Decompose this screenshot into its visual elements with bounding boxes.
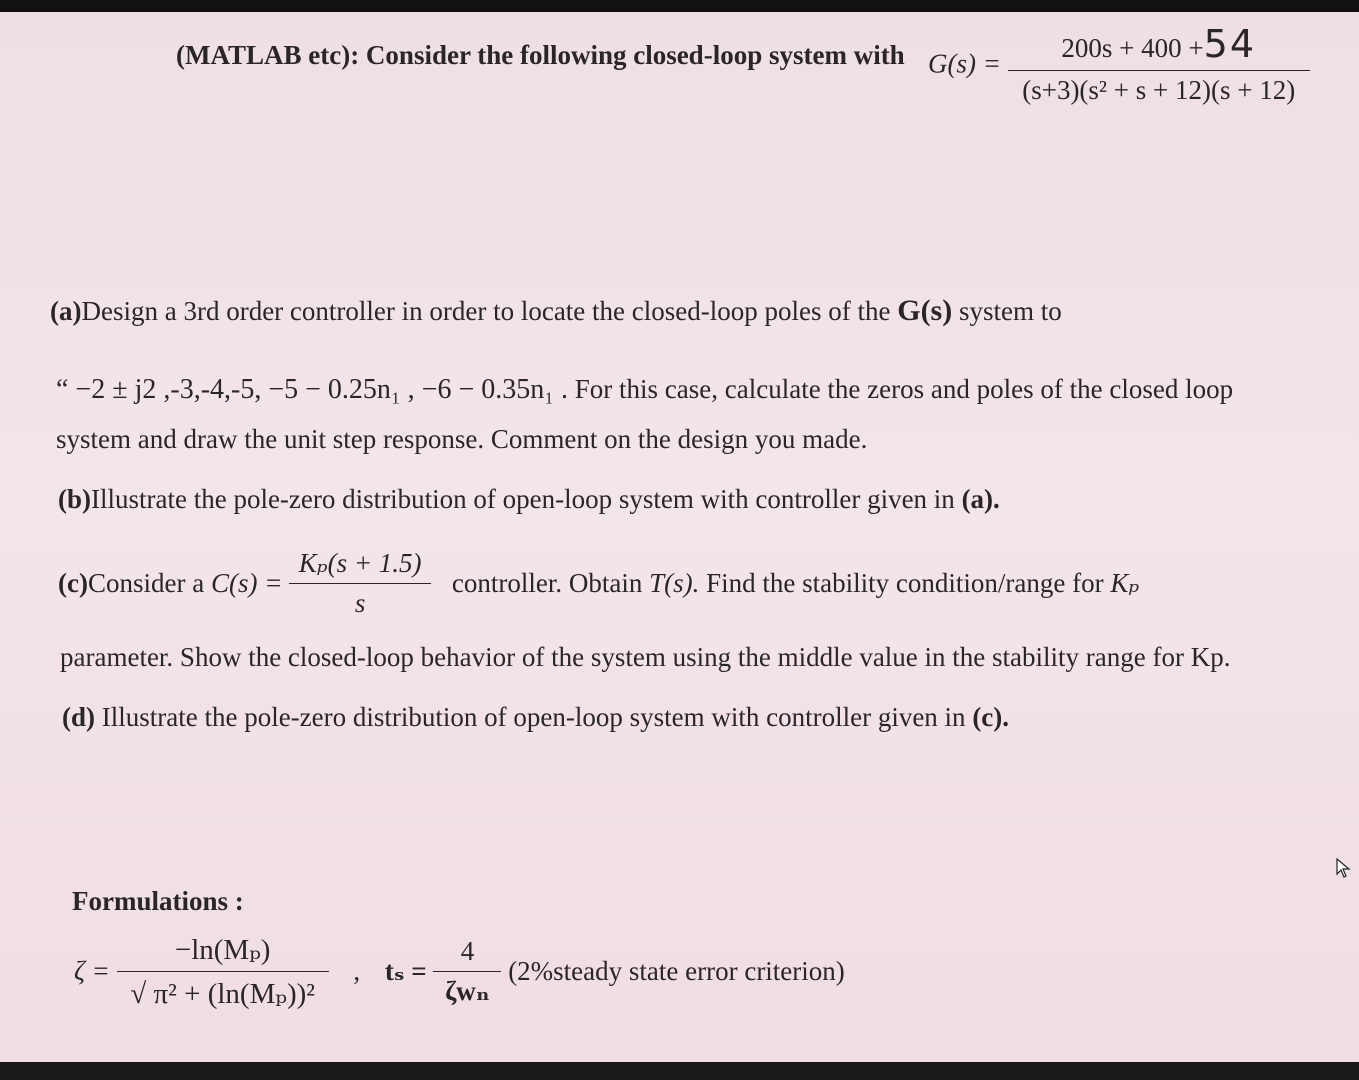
g-num-handwritten: 54 [1203,22,1256,66]
part-b-text: Illustrate the pole-zero distribution of open-loop system with controller given in [91,484,955,514]
intro-text: (MATLAB etc): Consider the following closed-loop system with [176,40,905,70]
bottom-bezel [0,1062,1359,1080]
part-c-text-2: controller. Obtain [451,568,643,598]
ts-numerator: 4 [460,936,475,966]
intro-line [176,40,905,71]
part-b-line [58,484,1000,515]
ts-fraction [433,936,501,1007]
zeta-denominator: √ π² + (ln(Mₚ))² [117,971,329,1011]
g-transfer-function [928,22,1310,106]
g-fraction [1008,22,1310,106]
zeta-lhs: ζ = [74,956,110,986]
part-c-ts: T(s). [649,568,700,598]
zeta-numerator: −ln(Mₚ) [174,934,271,966]
part-d-ref: (c). [972,702,1010,732]
part-d-text: Illustrate the pole-zero distribution of open-loop system with controller given in [101,702,966,732]
part-d-line [62,702,1009,733]
part-a-text-1: Design a 3rd order controller in order to locate the closed-loop poles of the [81,296,891,326]
c-lhs: C(s) = [210,568,283,598]
formulations-equations [74,932,845,1011]
c-denominator: s [289,583,431,619]
g-lhs: G(s) = [928,48,1001,79]
part-c-kp: Kₚ [1110,568,1140,598]
formulations-title: Formulations : [72,886,244,916]
g-numerator [1055,22,1262,70]
g-num-typed: 200s + 400 + [1061,33,1204,63]
document-page [0,12,1359,1062]
part-a-poles: “ −2 ± j2 ,-3,-4,-5, −5 − 0.25n₁ , −6 − 0.35n₁ . [56,374,569,405]
part-b-ref: (a). [961,484,1000,514]
part-a-line-3 [56,424,867,455]
part-d-label: (d) [62,702,95,732]
part-c-line-2 [60,642,1230,673]
g-denominator: (s+3)(s² + s + 12)(s + 12) [1008,70,1310,106]
c-numerator: Kₚ(s + 1.5) [298,548,422,578]
part-b-label: (b) [58,484,91,514]
zeta-fraction [117,932,329,1011]
part-c-line-1 [58,548,1139,619]
mouse-pointer-icon [1336,858,1352,883]
part-a-text-3: For this case, calculate the zeros and poles of the closed loop [574,374,1234,404]
part-c-text-1: Consider a [87,568,205,598]
part-c-text-4: parameter. Show the closed-loop behavior of the system using the middle value in the stability range for Kp. [60,642,1231,672]
part-a-text-4: system and draw the unit step response. Comment on the design you made. [56,424,868,454]
c-fraction [289,548,431,619]
part-c-text-3: Find the stability condition/range for [706,568,1104,598]
part-a-line-2 [56,374,1306,406]
part-a-label: (a) [50,296,82,326]
part-a-text-2: system to [958,296,1062,326]
part-a-system: G(s) [897,294,953,327]
part-a-line-1 [50,294,1062,328]
ts-lhs: tₛ = [384,956,427,986]
part-c-label: (c) [58,568,88,598]
ts-denominator: ζwₙ [433,971,501,1007]
formula-separator: , [353,956,361,986]
ts-criterion: (2%steady state error criterion) [508,956,845,986]
